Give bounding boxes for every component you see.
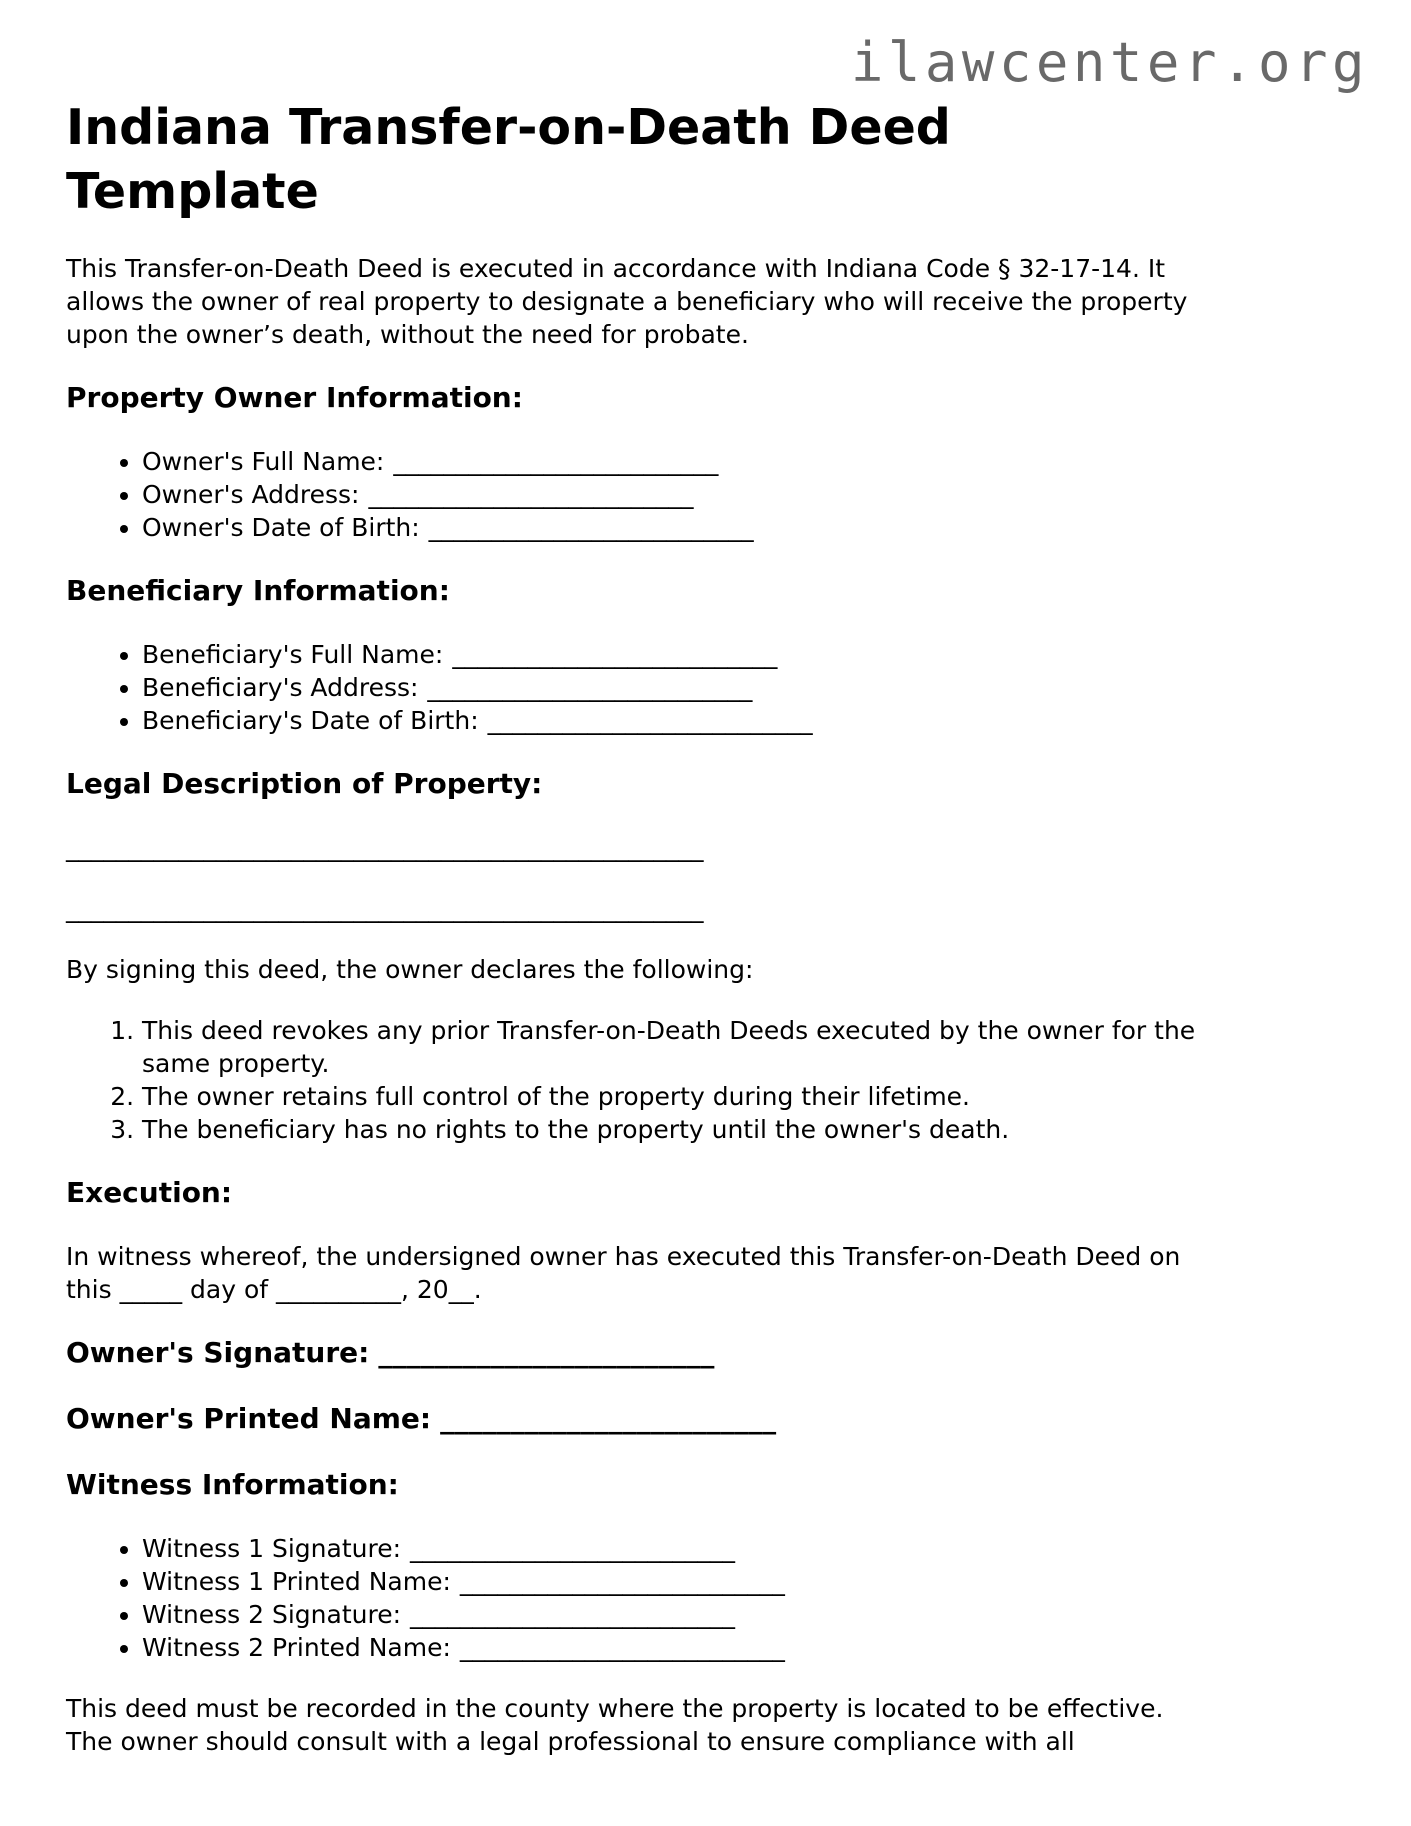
field-label: Beneficiary's Date of Birth: [142, 706, 479, 735]
declaration-item [142, 1080, 1345, 1113]
field-label: Beneficiary's Full Name: [142, 640, 444, 669]
list-item-owner-full-name [142, 445, 1345, 478]
field-label: Owner's Signature: [66, 1336, 370, 1369]
fill-in-blank: __________________________ [452, 640, 778, 669]
field-label: Owner's Full Name: [142, 447, 385, 476]
list-item-owner-address [142, 478, 1345, 511]
declaration-item [142, 1113, 1345, 1146]
field-label: Owner's Address: [142, 480, 360, 509]
legal-description-blank-line: ___________________________________________________ [66, 894, 704, 923]
recording-notice-paragraph [66, 1692, 1345, 1758]
intro-line: allows the owner of real property to designate a beneficiary who will receive the property [66, 287, 1188, 316]
execution-statement [66, 1240, 1345, 1306]
fill-in-blank: __________________________ [410, 1534, 736, 1563]
notice-line: The owner should consult with a legal professional to ensure compliance with all [66, 1727, 1075, 1756]
page-title-line: Indiana Transfer-on-Death Deed [66, 99, 951, 156]
notice-line: This deed must be recorded in the county where the property is located to be effective. [66, 1694, 1164, 1723]
intro-line: This Transfer-on-Death Deed is executed in accordance with Indiana Code § 32-17-14. It [66, 254, 1166, 283]
owner-section-heading: Property Owner Information: [66, 381, 523, 414]
fill-in-blank: ________________________ [440, 1402, 777, 1435]
beneficiary-section-heading: Beneficiary Information: [66, 574, 450, 607]
intro-paragraph [66, 252, 1345, 351]
list-item-witness2-printed-name [142, 1631, 1345, 1664]
witness-section-heading: Witness Information: [66, 1468, 399, 1501]
owner-printed-name-line [66, 1400, 1345, 1438]
owner-signature-line [66, 1334, 1345, 1372]
witness-info-list [66, 1532, 1345, 1664]
fill-in-blank: __________________________ [368, 480, 694, 509]
legal-description-blank-line: ___________________________________________________ [66, 833, 704, 862]
site-logo: ilawcenter.org [850, 31, 1369, 94]
legal-description-heading: Legal Description of Property: [66, 767, 543, 800]
declaration-line: same property. [142, 1049, 330, 1078]
execution-statement-line: In witness whereof, the undersigned owner has executed this Transfer-on-Death Deed on [66, 1242, 1181, 1271]
list-item-beneficiary-address [142, 671, 1345, 704]
fill-in-blank: __________________________ [487, 706, 813, 735]
field-label: Owner's Printed Name: [66, 1402, 432, 1435]
fill-in-blank: __________________________ [393, 447, 719, 476]
declaration-item [142, 1014, 1345, 1080]
fill-in-blank: __________________________ [459, 1567, 785, 1596]
page-title-line: Template [66, 163, 319, 220]
intro-line: upon the owner’s death, without the need for probate. [66, 320, 749, 349]
field-label: Witness 2 Signature: [142, 1600, 402, 1629]
fill-in-blank: __________________________ [428, 513, 754, 542]
fill-in-blank: __________________________ [410, 1600, 736, 1629]
declarations-list [66, 1014, 1345, 1146]
fill-in-blank: ________________________ [378, 1336, 715, 1369]
declarations-lead-in: By signing this deed, the owner declares the following: [66, 955, 754, 984]
field-label: Witness 1 Printed Name: [142, 1567, 451, 1596]
declaration-line: 3. The beneficiary has no rights to the property until the owner's death. [142, 1115, 1010, 1144]
owner-info-list [66, 445, 1345, 544]
fill-in-blank: __________________________ [459, 1633, 785, 1662]
list-item-beneficiary-full-name [142, 638, 1345, 671]
declaration-line: 2. The owner retains full control of the property during their lifetime. [142, 1082, 971, 1111]
execution-heading: Execution: [66, 1176, 233, 1209]
list-item-beneficiary-dob [142, 704, 1345, 737]
fill-in-blank: __________________________ [427, 673, 753, 702]
beneficiary-info-list [66, 638, 1345, 737]
list-item-witness2-signature [142, 1598, 1345, 1631]
list-item-witness1-signature [142, 1532, 1345, 1565]
list-item-witness1-printed-name [142, 1565, 1345, 1598]
field-label: Beneficiary's Address: [142, 673, 419, 702]
list-item-owner-dob [142, 511, 1345, 544]
field-label: Witness 2 Printed Name: [142, 1633, 451, 1662]
declaration-line: 1. This deed revokes any prior Transfer-on-Death Deeds executed by the owner for the [142, 1016, 1196, 1045]
page-title [66, 96, 1345, 224]
field-label: Witness 1 Signature: [142, 1534, 402, 1563]
execution-statement-line: this _____ day of __________, 20__. [66, 1275, 482, 1304]
field-label: Owner's Date of Birth: [142, 513, 420, 542]
